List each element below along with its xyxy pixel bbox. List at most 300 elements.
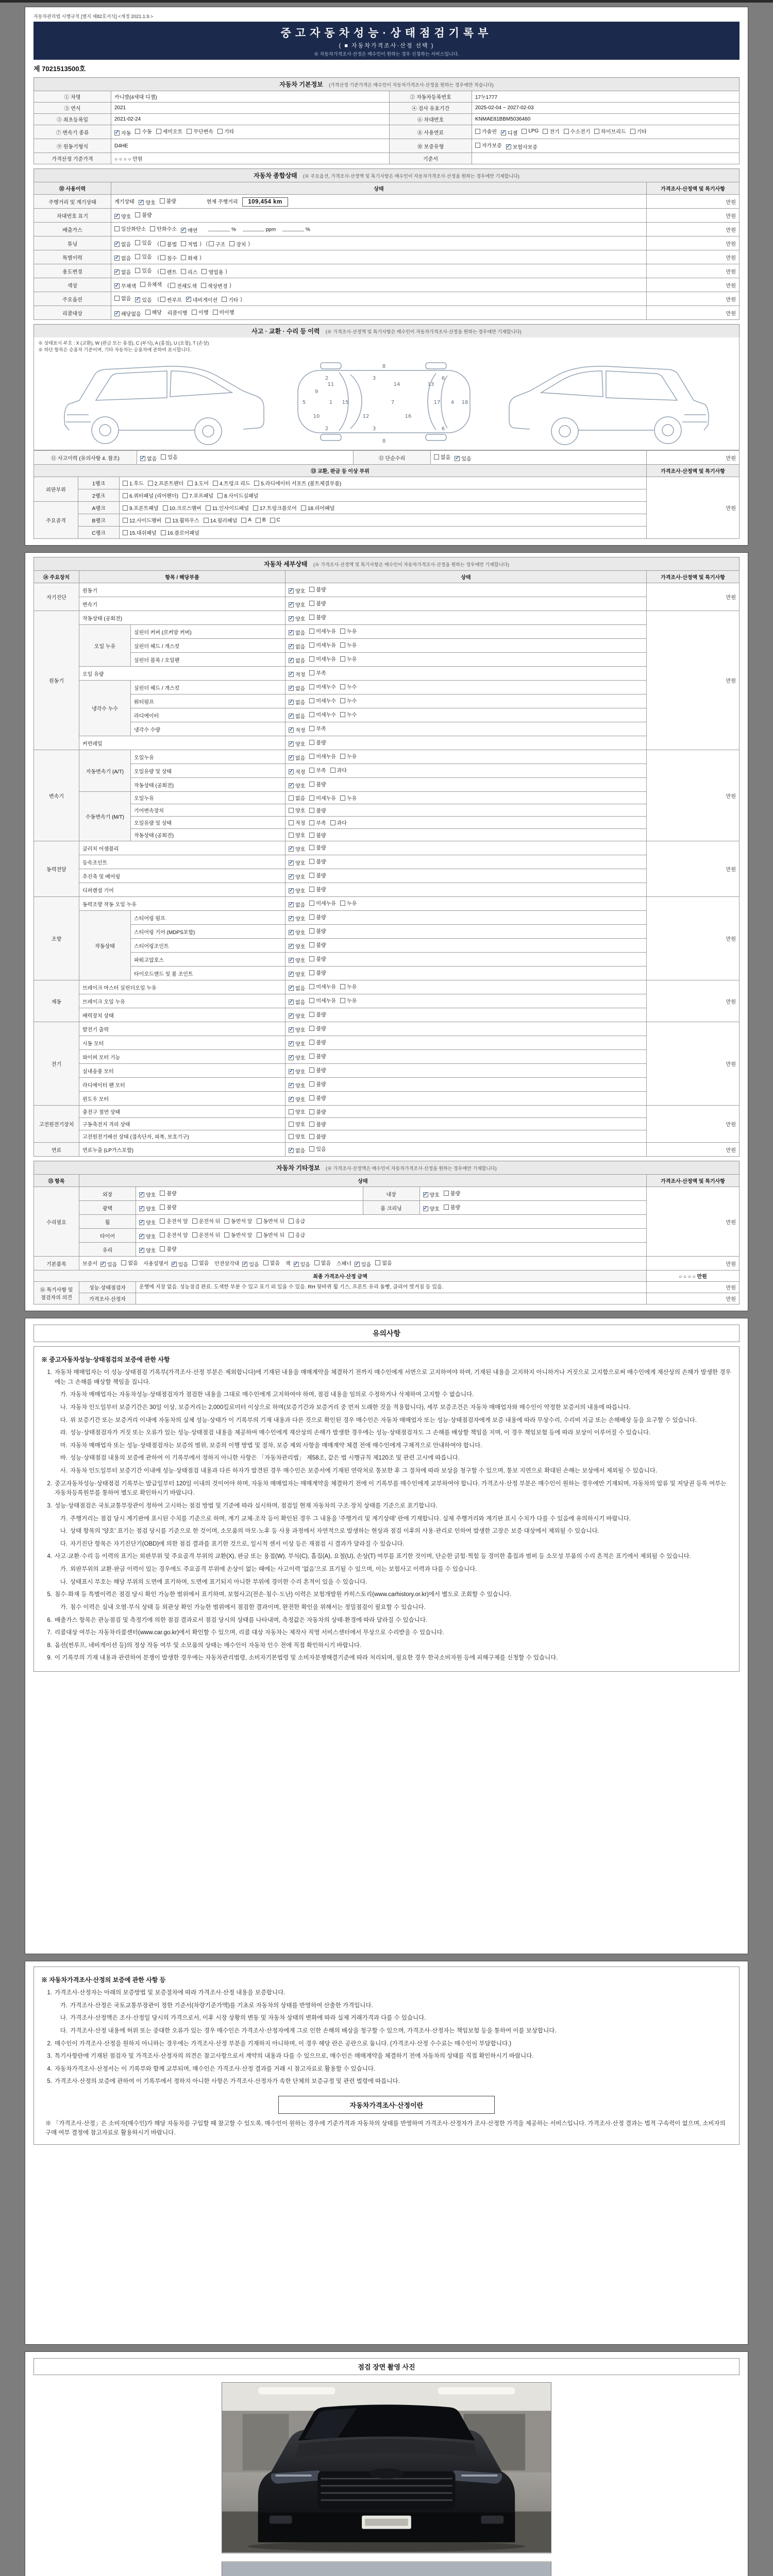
checkbox-option[interactable] xyxy=(145,308,162,316)
checkbox-option[interactable] xyxy=(160,1231,188,1239)
checkbox-option[interactable] xyxy=(506,143,537,150)
table-row xyxy=(34,514,740,527)
notices-title: 유의사항 xyxy=(33,1325,740,1342)
checkbox-option[interactable] xyxy=(289,794,305,802)
checkbox-label: 없음 xyxy=(295,631,306,636)
checkbox-option[interactable] xyxy=(253,504,297,512)
checkbox-option[interactable] xyxy=(114,240,131,248)
checkbox-option[interactable] xyxy=(139,1232,156,1240)
checkbox-option[interactable] xyxy=(309,1024,326,1032)
checkbox-option[interactable] xyxy=(263,1259,280,1266)
checkbox-option[interactable] xyxy=(289,601,305,608)
device-state xyxy=(285,1036,647,1050)
checkbox-option[interactable] xyxy=(309,941,326,948)
panel-number: 6 xyxy=(441,426,445,432)
checkbox-label: 양호 xyxy=(429,1207,440,1212)
checkbox-option[interactable] xyxy=(309,831,326,839)
checkbox-option[interactable] xyxy=(330,819,347,826)
checkbox-option[interactable] xyxy=(114,268,131,276)
checkbox-option[interactable] xyxy=(257,1231,284,1239)
main-frame-label: 주요골격 xyxy=(34,502,78,539)
checkbox-icon: ✓ xyxy=(136,296,140,302)
checkbox-option[interactable] xyxy=(289,782,305,789)
checkbox-label: 2.프론트펜더 xyxy=(154,481,184,487)
checkbox-option[interactable] xyxy=(309,641,336,649)
checkbox-label: 불량 xyxy=(316,1054,326,1060)
checkbox-option[interactable] xyxy=(309,885,326,893)
checkbox-option[interactable] xyxy=(501,129,517,137)
checkbox-option[interactable] xyxy=(209,240,225,248)
special-history-state xyxy=(111,250,647,264)
checkbox-option[interactable] xyxy=(224,1217,252,1225)
checkbox-option[interactable] xyxy=(224,1231,252,1239)
checkbox-option[interactable] xyxy=(192,1231,220,1239)
notice-text: 성능·상태점검자가 거짓 또는 오류가 있는 성능·상태점검 내용을 제공하여 매수인에게 재산상의 손해가 발생한 경우에는 성능·상태점검자도 그 손해를 배상할 책임을 지며, 이 경우 책임보험 등에 따라 보상이 이루어질 수 있습니다. xyxy=(70,1430,651,1436)
inspection-valid-value: 2025-02-04 ~ 2027-02-03 xyxy=(472,103,740,114)
checkbox-option[interactable] xyxy=(309,683,336,690)
checkbox-option[interactable] xyxy=(289,768,305,775)
checkbox-option[interactable] xyxy=(309,806,326,814)
checkbox-option[interactable] xyxy=(160,1203,176,1211)
checkbox-option[interactable] xyxy=(201,268,223,276)
checkbox-option[interactable] xyxy=(309,627,336,635)
checkbox-option[interactable] xyxy=(135,266,152,274)
checkbox-label: 14.필러패널 xyxy=(210,518,238,524)
checkbox-option[interactable] xyxy=(340,683,357,690)
checkbox-option[interactable] xyxy=(289,740,305,748)
checkbox-option[interactable] xyxy=(289,845,305,853)
checkbox-option[interactable] xyxy=(114,225,146,232)
panel-number: 8 xyxy=(382,438,386,444)
checkbox-icon xyxy=(188,481,193,486)
checkbox-option[interactable] xyxy=(309,1080,326,1088)
device-state xyxy=(285,1008,647,1022)
checkbox-label: 해당 xyxy=(152,310,162,316)
checkbox-option[interactable] xyxy=(213,479,250,487)
checkbox-option[interactable] xyxy=(289,1081,305,1089)
checkbox-option[interactable] xyxy=(340,710,357,718)
appraiser-label: 가격조사·산정자 xyxy=(79,1293,136,1304)
checkbox-option[interactable] xyxy=(289,831,305,839)
checkbox-option[interactable] xyxy=(309,599,326,607)
checkbox-option[interactable] xyxy=(340,627,357,635)
checkbox-option[interactable] xyxy=(229,240,246,248)
checkbox-option[interactable] xyxy=(217,127,234,135)
device-state xyxy=(285,841,647,855)
checkbox-option[interactable] xyxy=(309,843,326,851)
checkbox-option[interactable] xyxy=(289,942,305,950)
checkbox-icon xyxy=(114,226,120,231)
checkbox-icon: ✓ xyxy=(139,1247,144,1253)
checkbox-option[interactable] xyxy=(289,754,305,761)
table-row xyxy=(34,153,740,164)
checkbox-option[interactable] xyxy=(160,1217,188,1225)
checkbox-option[interactable] xyxy=(309,857,326,865)
checkbox-option[interactable] xyxy=(204,516,238,524)
checkbox-icon xyxy=(181,255,186,260)
checkbox-option[interactable] xyxy=(114,254,131,262)
checkbox-icon xyxy=(309,698,314,703)
device-group: 고전원전기장치 xyxy=(34,1106,79,1143)
other-price-header: 가격조사·산정액 및 특기사항 xyxy=(647,1175,740,1187)
checkbox-option[interactable] xyxy=(135,252,152,260)
checkbox-option[interactable] xyxy=(187,127,213,135)
checkbox-label: 불량 xyxy=(316,873,326,879)
checkbox-option[interactable] xyxy=(160,296,182,303)
checkbox-option[interactable] xyxy=(423,1205,440,1212)
checkbox-option[interactable] xyxy=(340,899,357,907)
checkbox-option[interactable] xyxy=(289,629,305,636)
checkbox-option[interactable] xyxy=(114,310,141,317)
checkbox-option[interactable] xyxy=(309,982,336,990)
checkbox-option[interactable] xyxy=(123,516,161,524)
checkbox-option[interactable] xyxy=(140,454,157,462)
reg-no-value: 17누1777 xyxy=(472,91,740,103)
checkbox-option[interactable] xyxy=(309,871,326,879)
checkbox-icon xyxy=(522,129,527,134)
checkbox-option[interactable] xyxy=(289,1120,305,1128)
checkbox-option[interactable] xyxy=(160,1245,176,1252)
checkbox-option[interactable] xyxy=(121,1259,138,1266)
checkbox-option[interactable] xyxy=(270,517,280,523)
checkbox-option[interactable] xyxy=(309,819,326,826)
checkbox-option[interactable] xyxy=(309,1010,326,1018)
table-row xyxy=(34,489,740,502)
checkbox-label: 있음 xyxy=(142,298,152,303)
checkbox-option[interactable] xyxy=(254,479,341,487)
checkbox-option[interactable] xyxy=(181,254,197,262)
checkbox-option[interactable] xyxy=(161,529,199,536)
other-item-header: ⑮ 항목 xyxy=(34,1175,79,1187)
checkbox-option[interactable] xyxy=(165,516,199,524)
polish-options xyxy=(136,1201,363,1215)
panel-number: 9 xyxy=(314,389,318,395)
checkbox-icon xyxy=(340,998,345,1003)
notice-number: 나. xyxy=(60,2015,68,2022)
checkbox-option[interactable] xyxy=(314,1259,331,1266)
checkbox-option[interactable] xyxy=(309,1066,326,1074)
notice-text: 가격조사·산정자는 아래의 보증방법 및 보증절차에 따라 가격조사·산정 내용을 보증합니다. xyxy=(55,1990,285,1996)
checkbox-option[interactable] xyxy=(444,1189,460,1197)
detail-row xyxy=(34,694,740,708)
checkbox-option[interactable] xyxy=(289,1231,305,1239)
checkbox-option[interactable] xyxy=(139,198,155,206)
photo-lift-illustration xyxy=(222,2562,551,2576)
panel-number: 2 xyxy=(325,426,329,432)
checkbox-option[interactable] xyxy=(289,712,305,720)
checkbox-option[interactable] xyxy=(330,766,347,774)
checkbox-option[interactable] xyxy=(309,955,326,962)
checkbox-option[interactable] xyxy=(123,479,144,487)
checkbox-option[interactable] xyxy=(181,226,197,234)
notice-item xyxy=(41,1403,732,1413)
checkbox-option[interactable] xyxy=(289,1108,305,1115)
device-item: 추진축 및 베어링 xyxy=(79,869,285,883)
checkbox-option[interactable] xyxy=(123,504,159,512)
checkbox-option[interactable] xyxy=(309,913,326,921)
checkbox-icon: ✓ xyxy=(289,615,294,621)
page-3 xyxy=(25,1318,748,1954)
checkbox-option[interactable] xyxy=(309,996,336,1004)
checkbox-option[interactable] xyxy=(289,684,305,692)
checkbox-option[interactable] xyxy=(475,141,502,149)
checkbox-option[interactable] xyxy=(156,127,183,135)
checkbox-label: 양호 xyxy=(121,214,131,220)
checkbox-option[interactable] xyxy=(135,296,152,303)
checkbox-option[interactable] xyxy=(114,212,131,220)
checkbox-option[interactable] xyxy=(135,239,152,246)
car-diagram-rear-quarter xyxy=(508,354,735,447)
checkbox-option[interactable] xyxy=(434,453,450,461)
checkbox-option[interactable] xyxy=(309,766,326,774)
checkbox-option[interactable] xyxy=(148,479,184,487)
checkbox-option[interactable] xyxy=(135,211,152,218)
checkbox-option[interactable] xyxy=(289,1026,305,1033)
device-state xyxy=(285,722,647,736)
checkbox-option[interactable] xyxy=(186,296,217,303)
checkbox-label: LPG xyxy=(528,128,539,134)
inspection-valid-label: ④ 검사 유효기간 xyxy=(390,103,472,114)
checkbox-option[interactable] xyxy=(340,794,357,802)
device-item: 타이로드엔드 및 볼 조인트 xyxy=(131,967,285,980)
checkbox-option[interactable] xyxy=(289,1067,305,1075)
room-cleaning-label: 룸 크리닝 xyxy=(363,1201,419,1215)
checkbox-option[interactable] xyxy=(289,587,305,595)
checkbox-option[interactable] xyxy=(455,454,471,462)
fuel-options xyxy=(472,125,740,139)
checkbox-option[interactable] xyxy=(289,914,305,922)
pricing-definition-title: 자동차가격조사·산정이란 xyxy=(278,2096,495,2114)
checkbox-icon: ✓ xyxy=(139,1233,144,1239)
checkbox-option[interactable] xyxy=(309,1132,326,1140)
notice-text: 중고자동차성능·상태점검 기록부는 발급일부터 120일 이내의 것이어야 하며, 자동차 매매업자는 매매계약을 체결하기 전에 이 기록부를 매수인에게 교부하여야 합니다. 가격조사·산정 부분은 매수인이 원하는 경우에만 기재되며, 자동차의 압류 및 저당권 등록 여부는 자동차등록원부를 통하여 별도로 확인하시기 바랍니다. xyxy=(55,1480,727,1497)
checkbox-option[interactable] xyxy=(630,127,647,135)
checkbox-option[interactable] xyxy=(289,984,305,992)
checkbox-option[interactable] xyxy=(289,819,305,826)
checkbox-option[interactable] xyxy=(301,504,335,512)
checkbox-option[interactable] xyxy=(309,1038,326,1046)
checkbox-option[interactable] xyxy=(241,517,251,523)
checkbox-option[interactable] xyxy=(289,998,305,1006)
checkbox-option[interactable] xyxy=(139,1205,156,1212)
checkbox-option[interactable] xyxy=(289,1054,305,1061)
table-row xyxy=(34,451,740,465)
checkbox-option[interactable] xyxy=(289,1217,305,1225)
checkbox-option[interactable] xyxy=(423,1191,440,1198)
detail-row xyxy=(34,625,740,639)
detail-row xyxy=(34,817,740,829)
checkbox-option[interactable] xyxy=(257,1217,284,1225)
checkbox-option[interactable] xyxy=(309,1094,326,1101)
checkbox-option[interactable] xyxy=(522,128,539,134)
checkbox-icon xyxy=(309,901,314,906)
checkbox-option[interactable] xyxy=(564,127,591,135)
checkbox-option[interactable] xyxy=(217,492,258,499)
checkbox-option[interactable] xyxy=(444,1203,460,1211)
checkbox-label: 12.사이드멤버 xyxy=(129,518,162,524)
checkbox-option[interactable] xyxy=(309,899,336,907)
checkbox-icon: ✓ xyxy=(289,713,294,719)
checkbox-option[interactable] xyxy=(309,969,326,976)
checkbox-option[interactable] xyxy=(289,859,305,867)
checkbox-option[interactable] xyxy=(289,1040,305,1047)
checkbox-option[interactable] xyxy=(289,887,305,894)
checkbox-option[interactable] xyxy=(172,1260,188,1268)
accident-diagram-area xyxy=(33,337,740,450)
checkbox-label: 17.트렁크플로어 xyxy=(259,506,297,512)
exterior-options xyxy=(136,1187,363,1201)
checkbox-option[interactable] xyxy=(150,225,177,232)
checkbox-option[interactable] xyxy=(294,1260,310,1268)
checkbox-option[interactable] xyxy=(309,669,326,676)
detail-row xyxy=(34,639,740,653)
checkbox-option[interactable] xyxy=(340,982,357,990)
checkbox-option[interactable] xyxy=(309,585,326,593)
checkbox-option[interactable] xyxy=(139,1246,156,1254)
checkbox-option[interactable] xyxy=(340,641,357,649)
checkbox-option[interactable] xyxy=(375,1259,392,1266)
checkbox-option[interactable] xyxy=(309,780,326,788)
checkbox-option[interactable] xyxy=(100,1260,117,1268)
checkbox-icon xyxy=(135,268,140,273)
checkbox-option[interactable] xyxy=(340,697,357,704)
checkbox-option[interactable] xyxy=(340,752,357,760)
checkbox-label: 미이행 xyxy=(219,310,234,316)
checkbox-option[interactable] xyxy=(289,1132,305,1140)
device-item: 등속조인트 xyxy=(79,855,285,869)
checkbox-option[interactable] xyxy=(161,453,177,461)
checkbox-option[interactable] xyxy=(206,504,249,512)
checkbox-option[interactable] xyxy=(222,296,238,303)
panel-number: 14 xyxy=(393,382,400,387)
device-group: 원동기 xyxy=(34,611,79,750)
checkbox-label: 미세누유 xyxy=(316,629,336,635)
checkbox-option[interactable] xyxy=(160,254,177,262)
device-state xyxy=(285,583,647,597)
checkbox-option[interactable] xyxy=(170,282,197,290)
checkbox-option[interactable] xyxy=(289,928,305,936)
checkbox-option[interactable] xyxy=(289,970,305,978)
checkbox-label: 네비게이션 xyxy=(192,297,218,303)
checkbox-option[interactable] xyxy=(309,710,336,718)
checkbox-option[interactable] xyxy=(309,738,326,746)
checkbox-option[interactable] xyxy=(289,642,305,650)
checkbox-option[interactable] xyxy=(160,1189,176,1197)
checkbox-option[interactable] xyxy=(135,127,152,135)
checkbox-label: 불량 xyxy=(450,1205,461,1211)
checkbox-option[interactable] xyxy=(114,282,136,290)
checkbox-option[interactable] xyxy=(123,529,157,536)
checkbox-icon xyxy=(309,754,314,759)
checkbox-option[interactable] xyxy=(289,901,305,908)
checkbox-option[interactable] xyxy=(355,1260,371,1268)
checkbox-option[interactable] xyxy=(289,615,305,622)
checkbox-option[interactable] xyxy=(289,1095,305,1103)
checkbox-option[interactable] xyxy=(192,1217,220,1225)
checkbox-option[interactable] xyxy=(289,956,305,964)
checkbox-option[interactable] xyxy=(309,794,336,802)
checkbox-option[interactable] xyxy=(192,1259,209,1266)
checkbox-option[interactable] xyxy=(340,996,357,1004)
device-state xyxy=(285,736,647,750)
checkbox-option[interactable] xyxy=(123,492,178,499)
checkbox-option[interactable] xyxy=(140,280,162,288)
checkbox-option[interactable] xyxy=(160,240,177,248)
checkbox-option[interactable] xyxy=(160,197,176,205)
checkbox-option[interactable] xyxy=(192,308,208,316)
checkbox-option[interactable] xyxy=(201,282,228,290)
checkbox-option[interactable] xyxy=(163,504,201,512)
checkbox-option[interactable] xyxy=(181,268,197,276)
checkbox-option[interactable] xyxy=(309,724,326,732)
checkbox-option[interactable] xyxy=(188,479,209,487)
device-item: 실린더 헤드 / 개스킷 xyxy=(131,639,285,653)
device-item: 고전원전기배선 상태 (접속단자, 피복, 보호기구) xyxy=(79,1130,285,1143)
rank-price-header: 가격조사·산정액 및 특기사항 xyxy=(647,465,740,477)
checkbox-option[interactable] xyxy=(114,294,131,302)
checkbox-label: 미세누유 xyxy=(316,796,336,802)
checkbox-option[interactable] xyxy=(289,670,305,678)
checkbox-option[interactable] xyxy=(309,613,326,621)
checkbox-label: 양호 xyxy=(295,930,306,936)
checkbox-label: 양호 xyxy=(295,944,306,950)
checkbox-option[interactable] xyxy=(182,492,213,499)
checkbox-option[interactable] xyxy=(289,698,305,706)
checkbox-option[interactable] xyxy=(309,1052,326,1060)
device-state xyxy=(285,1106,647,1118)
checkbox-icon xyxy=(340,698,345,703)
checkbox-icon xyxy=(309,873,314,878)
checkbox-icon xyxy=(229,241,234,246)
checkbox-option[interactable] xyxy=(594,127,626,135)
checkbox-option[interactable] xyxy=(181,240,197,248)
checkbox-option[interactable] xyxy=(139,1218,156,1226)
checkbox-option[interactable] xyxy=(213,308,234,316)
checkbox-option[interactable] xyxy=(309,1120,326,1128)
checkbox-option[interactable] xyxy=(543,127,559,135)
checkbox-option[interactable] xyxy=(309,697,336,704)
warranty-options xyxy=(472,139,740,153)
checkbox-option[interactable] xyxy=(309,752,336,760)
checkbox-option[interactable] xyxy=(160,268,177,276)
checkbox-label: 운전석 앞 xyxy=(166,1219,188,1225)
checkbox-option[interactable] xyxy=(289,1012,305,1020)
checkbox-option[interactable] xyxy=(475,127,497,135)
checkbox-option[interactable] xyxy=(289,873,305,880)
checkbox-option[interactable] xyxy=(289,726,305,734)
checkbox-icon xyxy=(170,283,175,288)
checkbox-icon xyxy=(309,998,314,1003)
checkbox-option[interactable] xyxy=(289,806,305,814)
checkbox-option[interactable] xyxy=(114,129,131,137)
usage-change-kind xyxy=(157,267,227,276)
checkbox-icon: ✓ xyxy=(114,213,120,219)
vin-value: KNMAE81BBM5036460 xyxy=(472,114,740,125)
checkbox-option[interactable] xyxy=(309,1108,326,1115)
checkbox-option[interactable] xyxy=(256,517,266,523)
checkbox-option[interactable] xyxy=(340,655,357,663)
checkbox-option[interactable] xyxy=(242,1260,259,1268)
checkbox-option[interactable] xyxy=(309,1145,326,1153)
checkbox-icon xyxy=(330,820,335,825)
checkbox-option[interactable] xyxy=(289,656,305,664)
checkbox-option[interactable] xyxy=(289,1146,305,1154)
detail-row xyxy=(34,829,740,841)
checkbox-option[interactable] xyxy=(309,655,336,663)
checkbox-option[interactable] xyxy=(309,927,326,935)
checkbox-option[interactable] xyxy=(139,1191,156,1198)
checkbox-icon xyxy=(309,970,314,975)
